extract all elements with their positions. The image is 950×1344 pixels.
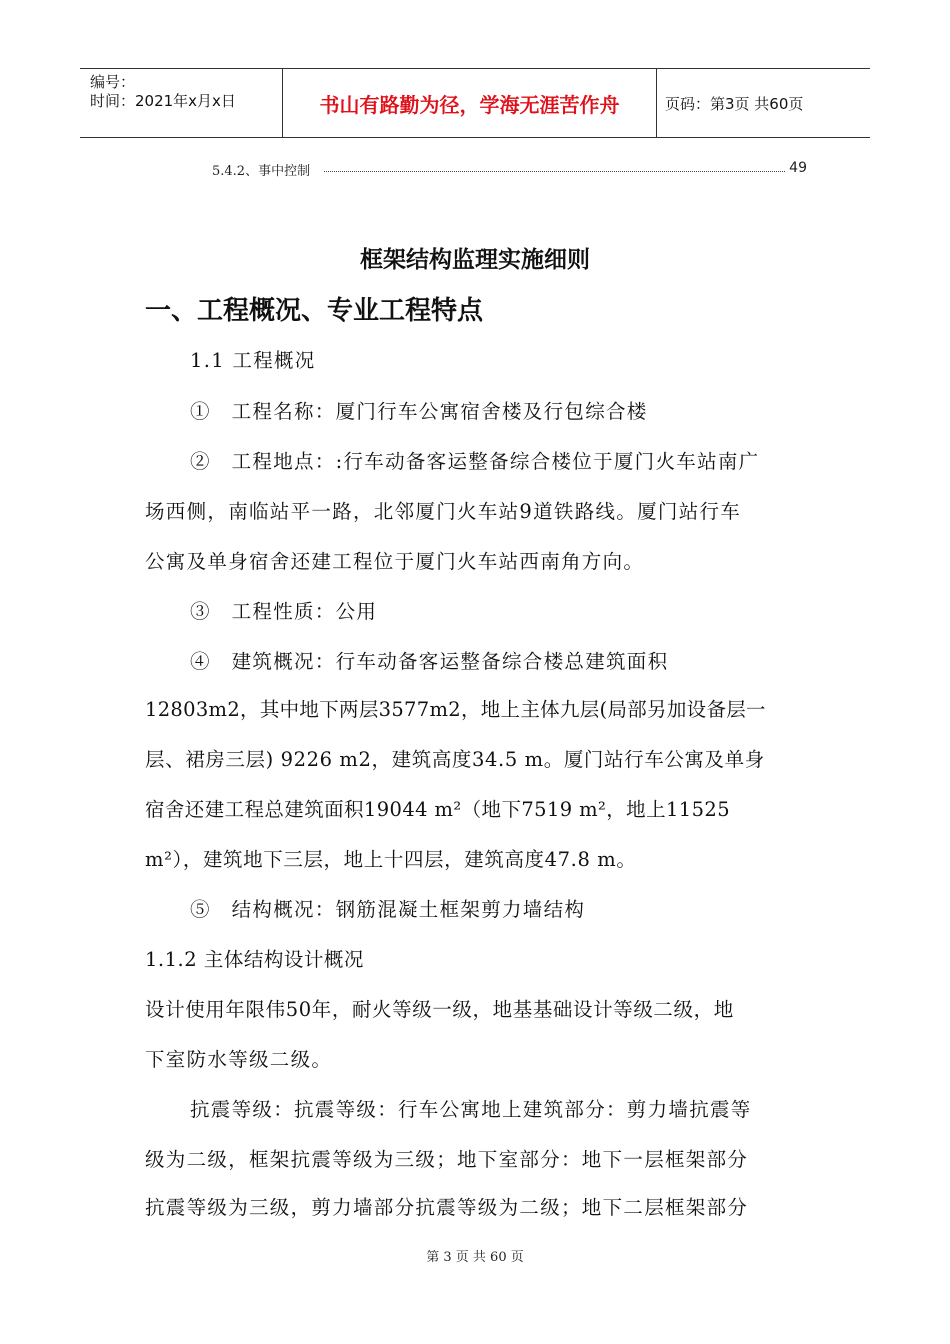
date-label: 时间：2021年x月x日 — [90, 92, 236, 110]
body-line: ③ 工程性质：公用 — [190, 600, 378, 623]
body-line: 12803m2，其中地下两层3577m2，地上主体九层(局部另加设备层一 — [145, 698, 766, 721]
body-line: 层、裙房三层) 9226 m2，建筑高度34.5 m。厦门站行车公寓及单身 — [145, 748, 765, 771]
toc-entry-label: 5.4.2、事中控制 — [212, 160, 312, 179]
body-line: 级为二级，框架抗震等级为三级；地下室部分：地下一层框架部分 — [145, 1148, 749, 1171]
body-line: 抗震等级：抗震等级：行车公寓地上建筑部分：剪力墙抗震等 — [190, 1098, 752, 1121]
header-meta — [80, 69, 282, 137]
header-page-info: 页码：第3页 共60页 — [665, 94, 804, 113]
body-line: 公寓及单身宿舍还建工程位于厦门火车站西南角方向。 — [145, 550, 645, 573]
body-line: 抗震等级为三级，剪力墙部分抗震等级为二级；地下二层框架部分 — [145, 1196, 749, 1219]
body-line: 宿舍还建工程总建筑面积19044 m²（地下7519 m²，地上11525 — [145, 798, 731, 821]
body-line: 设计使用年限伟50年，耐火等级一级，地基基础设计等级二级，地 — [145, 998, 734, 1021]
toc-entry-page: 49 — [789, 160, 807, 176]
header-divider — [656, 69, 657, 137]
section-heading: 一、工程概况、专业工程特点 — [145, 296, 484, 326]
page-footer: 第 3 页 共 60 页 — [426, 1250, 524, 1265]
header-motto: 书山有路勤为径，学海无涯苦作舟 — [319, 92, 620, 117]
body-line: ① 工程名称：厦门行车公寓宿舍楼及行包综合楼 — [190, 400, 648, 423]
subsection-heading: 1.1.2 主体结构设计概况 — [145, 948, 364, 971]
number-label: 编号： — [90, 73, 136, 91]
body-line: ④ 建筑概况：行车动备客运整备综合楼总建筑面积 — [190, 650, 669, 673]
page-header — [80, 68, 870, 138]
document-title: 框架结构监理实施细则 — [360, 247, 590, 273]
body-line: ② 工程地点：:行车动备客运整备综合楼位于厦门火车站南广 — [190, 450, 760, 473]
body-line: m²），建筑地下三层，地上十四层，建筑高度47.8 m。 — [145, 848, 637, 871]
toc-entry[interactable] — [212, 160, 807, 182]
subsection-heading: 1.1 工程概况 — [190, 349, 316, 372]
body-line: 场西侧，南临站平一路，北邻厦门火车站9道铁路线。厦门站行车 — [145, 500, 742, 523]
toc-leader-dots — [324, 171, 785, 172]
body-line: 下室防水等级二级。 — [145, 1048, 333, 1071]
body-line: ⑤ 结构概况：钢筋混凝土框架剪力墙结构 — [190, 898, 586, 921]
